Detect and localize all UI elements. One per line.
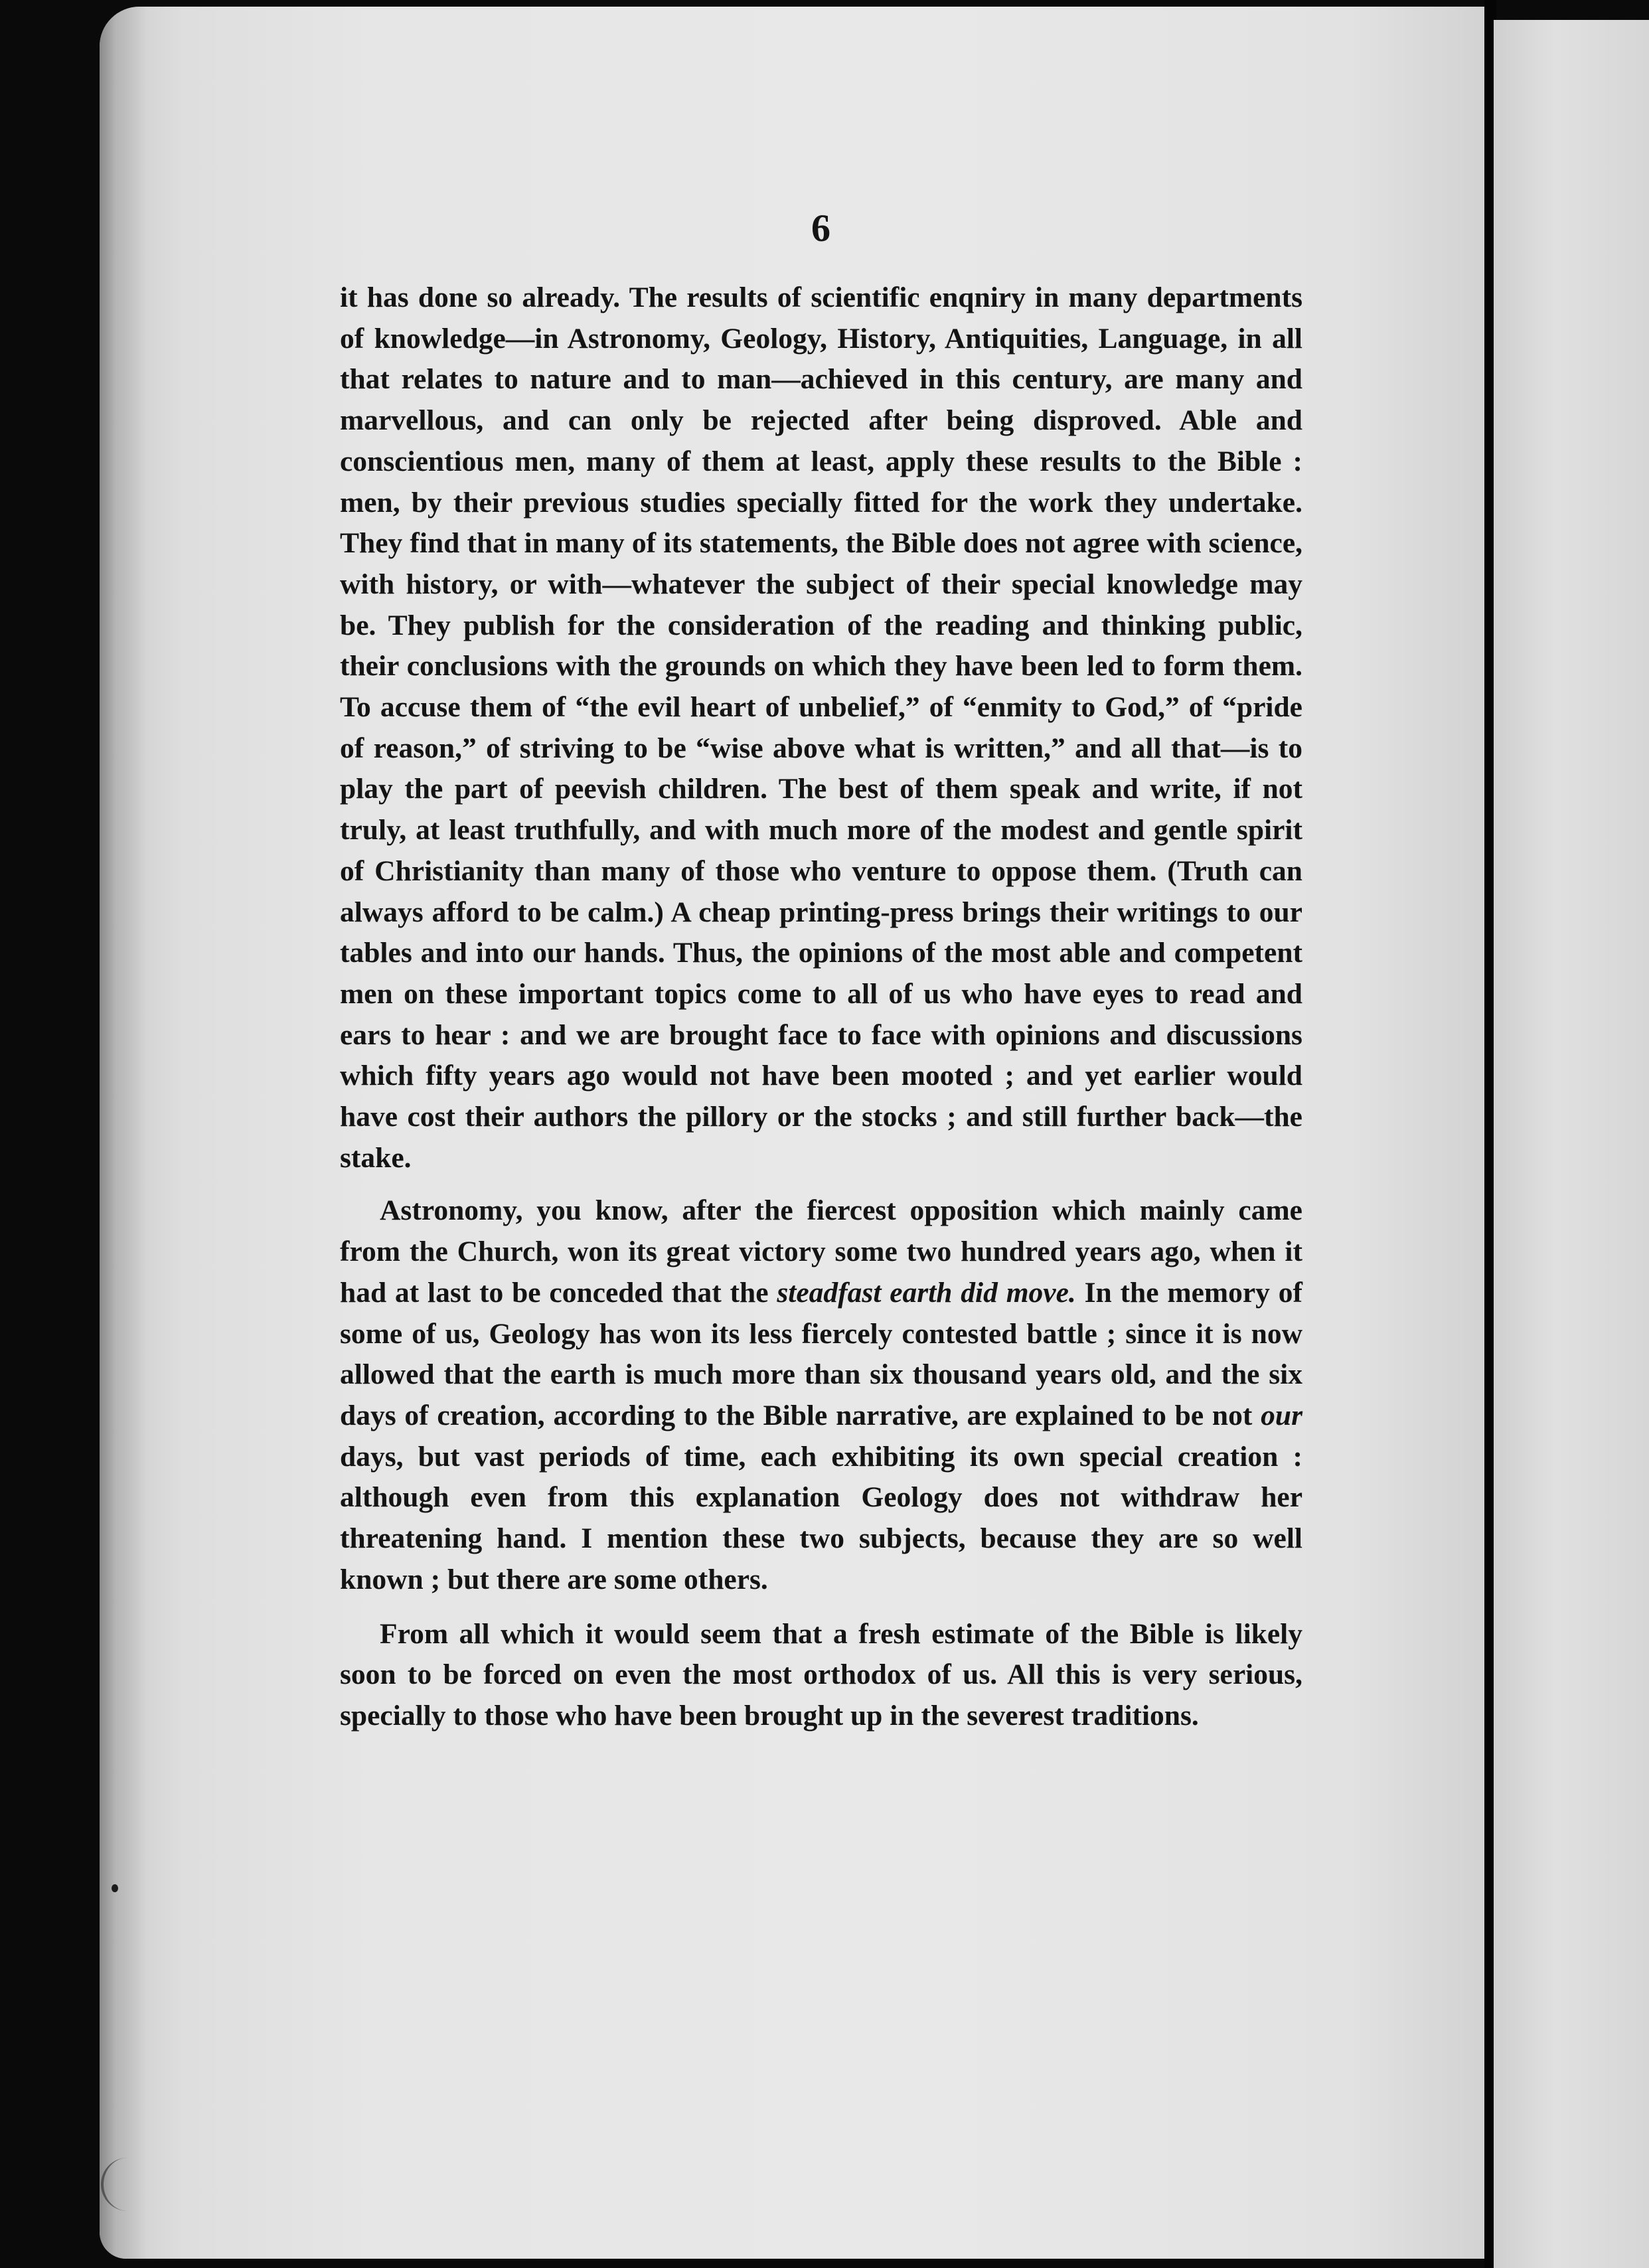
paragraph-2-text-a: Astronomy, you know, after the fiercest opposition which mainly came from the Church, won its great victory some two hundred years ago, when it had at last to be conceded that the [340, 1194, 1302, 1309]
paragraph-2-italic-b: our [1261, 1399, 1302, 1431]
ink-speck [112, 1884, 118, 1892]
facing-page-edge [1494, 20, 1649, 2268]
paragraph-3: From all which it would seem that a fresh estimate of the Bible is likely soon to be forced on even the most orthodox of us. All this is very serious, specially to those who have been brought up in the severest traditions. [340, 1617, 1302, 1732]
page-edge-shadow [100, 7, 146, 2259]
page-number: 6 [811, 206, 830, 250]
paragraph-2-text-c: days, but vast periods of time, each exhibiting its own special creation : although even from this explanation Geology does not withdraw her threatening hand. I mention these two subjects, because they are so well known ; but there are some others. [340, 1440, 1302, 1595]
paragraph-2 [340, 1190, 1302, 1600]
paragraph-1: it has done so already. The results of scientific enqniry in many departments of knowledge—in Astronomy, Geology, History, Antiquities, Language, in all that relates to nature and to man—achieved in this century, are many and marvellous, and can only be rejected after being disproved. Able and conscientious men, many of them at least, apply these results to the Bible : men, by their previous studies specially fitted for the work they undertake. They find that in many of its statements, the Bible does not agree with science, with history, or with—whatever the subject of their special knowledge may be. They publish for the consideration of the reading and thinking public, their conclusions with the grounds on which they have been led to form them. To accuse them of “the evil heart of unbelief,” of “enmity to God,” of “pride of reason,” of striving to be “wise above what is written,” and all that—is to play the part of peevish children. The best of them speak and write, if not truly, at least truthfully, and with much more of the modest and gentle spirit of Christianity than many of those who venture to oppose them. (Truth can always afford to be calm.) A cheap printing-press brings their writings to our tables and into our hands. Thus, the opinions of the most able and competent men on these important topics come to all of us who have eyes to read and ears to hear : and we are brought face to face with opinions and discussions which fifty years ago would not have been mooted ; and yet earlier would have cost their authors the pillory or the stocks ; and still further back—the stake. [340, 282, 1302, 1174]
paragraph-2-italic-a: steadfast earth did move. [777, 1276, 1076, 1309]
body-text [340, 278, 1302, 1737]
paragraph-2-text-b: In the memory of some of us, Geology has won its less fiercely contested battle ; since it is now allowed that the earth is much more than six thousand years old, and the six days of creation, according to the Bible narrative, are explained to be not [340, 1276, 1302, 1431]
